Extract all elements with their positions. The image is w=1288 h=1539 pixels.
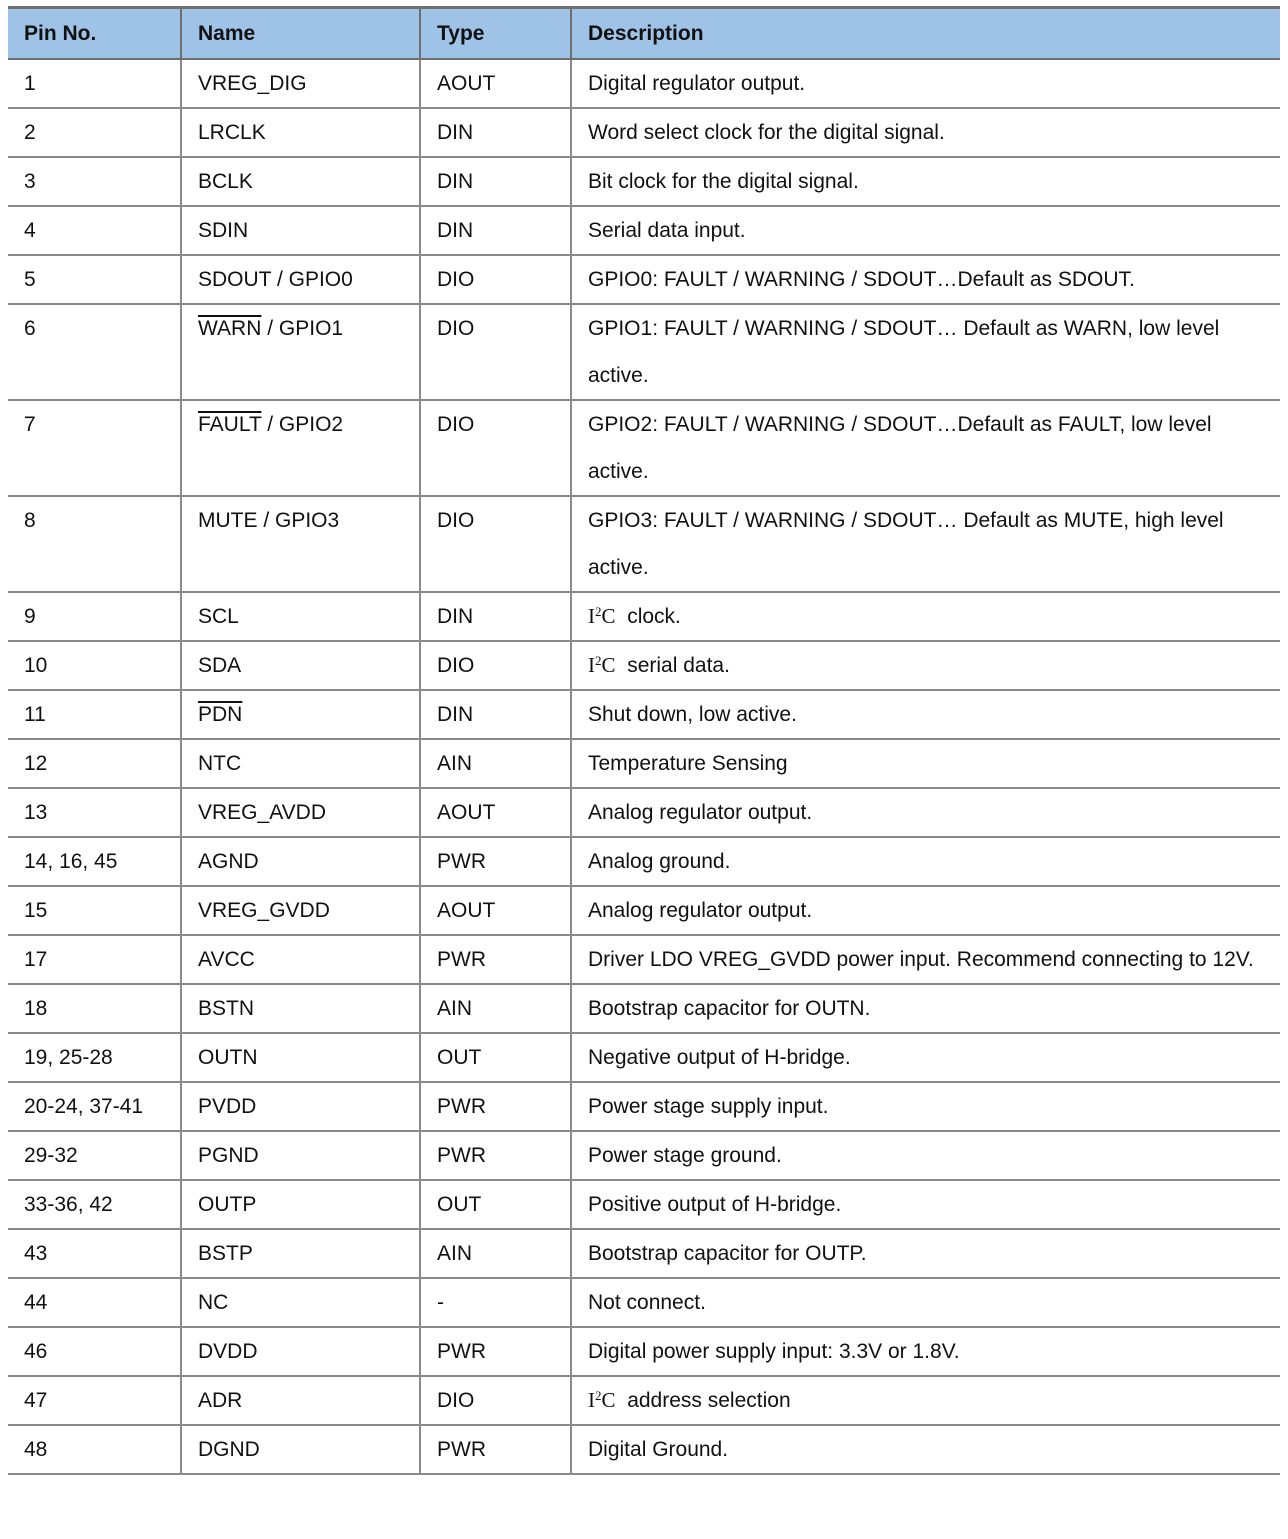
pin-number-cell: 33-36, 42 xyxy=(8,1180,181,1229)
pin-description-cell: Analog ground. xyxy=(571,837,1280,886)
pin-type-cell: OUT xyxy=(420,1180,571,1229)
pin-description-cell: GPIO1: FAULT / WARNING / SDOUT… Default as WARN, low level active. xyxy=(571,304,1280,400)
pin-description-cell: Positive output of H-bridge. xyxy=(571,1180,1280,1229)
pin-description-cell: Driver LDO VREG_GVDD power input. Recommend connecting to 12V. xyxy=(571,935,1280,984)
table-row xyxy=(8,1327,1280,1376)
pin-name-cell: PVDD xyxy=(181,1082,420,1131)
pin-number-cell: 44 xyxy=(8,1278,181,1327)
pin-number-cell: 20-24, 37-41 xyxy=(8,1082,181,1131)
pin-name-cell xyxy=(181,304,420,400)
pin-description-cell: Analog regulator output. xyxy=(571,788,1280,837)
pin-name-cell xyxy=(181,400,420,496)
pin-number-cell: 4 xyxy=(8,206,181,255)
pin-type-cell: DIN xyxy=(420,690,571,739)
pin-number-cell: 5 xyxy=(8,255,181,304)
pin-type-cell: - xyxy=(420,1278,571,1327)
pin-name-cell: SDOUT / GPIO0 xyxy=(181,255,420,304)
pin-type-cell: AIN xyxy=(420,984,571,1033)
i2c-tail: C xyxy=(601,653,616,677)
pin-name-cell: ADR xyxy=(181,1376,420,1425)
description-text: serial data. xyxy=(627,654,730,677)
pin-name-suffix: / GPIO2 xyxy=(261,413,344,436)
table-row xyxy=(8,108,1280,157)
table-row xyxy=(8,935,1280,984)
header-pin-no: Pin No. xyxy=(8,8,181,60)
pin-description-cell xyxy=(571,1376,1280,1425)
pin-type-cell: AOUT xyxy=(420,886,571,935)
pin-type-cell: DIN xyxy=(420,592,571,641)
pin-name-suffix: / GPIO1 xyxy=(261,317,344,340)
pin-number-cell: 1 xyxy=(8,59,181,108)
active-low-signal-name: WARN xyxy=(198,317,262,340)
pin-name-cell: SCL xyxy=(181,592,420,641)
pin-number-cell: 14, 16, 45 xyxy=(8,837,181,886)
pin-number-cell: 13 xyxy=(8,788,181,837)
pin-type-cell: PWR xyxy=(420,1082,571,1131)
pin-type-cell: PWR xyxy=(420,1131,571,1180)
pin-description-cell: Shut down, low active. xyxy=(571,690,1280,739)
i2c-superscript: 2 xyxy=(595,603,602,619)
i2c-tail: C xyxy=(601,604,616,628)
pin-name-cell: MUTE / GPIO3 xyxy=(181,496,420,592)
pin-type-cell: PWR xyxy=(420,837,571,886)
pin-number-cell: 8 xyxy=(8,496,181,592)
pin-description-cell: GPIO3: FAULT / WARNING / SDOUT… Default as MUTE, high level active. xyxy=(571,496,1280,592)
pin-number-cell: 43 xyxy=(8,1229,181,1278)
pin-number-cell: 10 xyxy=(8,641,181,690)
table-row xyxy=(8,1180,1280,1229)
pin-type-cell: AOUT xyxy=(420,59,571,108)
pin-name-cell: DVDD xyxy=(181,1327,420,1376)
table-row xyxy=(8,592,1280,641)
pin-name-cell: VREG_GVDD xyxy=(181,886,420,935)
description-text: address selection xyxy=(627,1389,791,1412)
pin-name-cell: SDA xyxy=(181,641,420,690)
pin-number-cell: 19, 25-28 xyxy=(8,1033,181,1082)
pin-number-cell: 3 xyxy=(8,157,181,206)
pin-description-cell xyxy=(571,641,1280,690)
pin-number-cell: 9 xyxy=(8,592,181,641)
i2c-superscript: 2 xyxy=(595,652,602,668)
description-text: clock. xyxy=(627,605,681,628)
pin-type-cell: OUT xyxy=(420,1033,571,1082)
pin-description-cell: Bit clock for the digital signal. xyxy=(571,157,1280,206)
pin-name-cell: VREG_DIG xyxy=(181,59,420,108)
pin-type-cell: AOUT xyxy=(420,788,571,837)
pin-number-cell: 6 xyxy=(8,304,181,400)
i2c-base: I xyxy=(588,1388,595,1412)
table-row xyxy=(8,886,1280,935)
pin-name-cell: BSTN xyxy=(181,984,420,1033)
i2c-base: I xyxy=(588,604,595,628)
pin-type-cell: PWR xyxy=(420,1327,571,1376)
active-low-signal-name: FAULT xyxy=(198,413,262,436)
pin-type-cell: DIO xyxy=(420,304,571,400)
pin-number-cell: 29-32 xyxy=(8,1131,181,1180)
header-type: Type xyxy=(420,8,571,60)
pin-name-cell: AGND xyxy=(181,837,420,886)
table-row xyxy=(8,788,1280,837)
table-row xyxy=(8,1278,1280,1327)
pin-number-cell: 17 xyxy=(8,935,181,984)
table-row xyxy=(8,59,1280,108)
table-row xyxy=(8,641,1280,690)
table-row xyxy=(8,739,1280,788)
pin-type-cell: AIN xyxy=(420,739,571,788)
pin-number-cell: 48 xyxy=(8,1425,181,1474)
pin-name-cell: VREG_AVDD xyxy=(181,788,420,837)
pin-description-cell: Digital power supply input: 3.3V or 1.8V. xyxy=(571,1327,1280,1376)
pin-name-cell: BCLK xyxy=(181,157,420,206)
i2c-label xyxy=(588,653,616,677)
pin-name-cell: AVCC xyxy=(181,935,420,984)
table-row xyxy=(8,690,1280,739)
table-row xyxy=(8,837,1280,886)
i2c-superscript: 2 xyxy=(595,1387,602,1403)
pin-description-cell: Power stage ground. xyxy=(571,1131,1280,1180)
pin-description-cell: Serial data input. xyxy=(571,206,1280,255)
table-row xyxy=(8,1131,1280,1180)
pin-number-cell: 47 xyxy=(8,1376,181,1425)
pin-description-cell: GPIO2: FAULT / WARNING / SDOUT…Default as FAULT, low level active. xyxy=(571,400,1280,496)
pin-type-cell: DIN xyxy=(420,108,571,157)
table-row xyxy=(8,304,1280,400)
pin-type-cell: PWR xyxy=(420,1425,571,1474)
table-row xyxy=(8,1082,1280,1131)
table-row xyxy=(8,400,1280,496)
pin-description-cell: Digital regulator output. xyxy=(571,59,1280,108)
pin-description-cell: Bootstrap capacitor for OUTP. xyxy=(571,1229,1280,1278)
pin-type-cell: PWR xyxy=(420,935,571,984)
pin-number-cell: 46 xyxy=(8,1327,181,1376)
pin-type-cell: DIO xyxy=(420,1376,571,1425)
i2c-label xyxy=(588,1388,616,1412)
table-row xyxy=(8,1376,1280,1425)
pin-description-cell xyxy=(571,592,1280,641)
pin-description-cell: GPIO0: FAULT / WARNING / SDOUT…Default as SDOUT. xyxy=(571,255,1280,304)
pin-description-cell: Not connect. xyxy=(571,1278,1280,1327)
pin-name-cell: PGND xyxy=(181,1131,420,1180)
table-row xyxy=(8,984,1280,1033)
table-row xyxy=(8,1425,1280,1474)
pin-name-cell: OUTN xyxy=(181,1033,420,1082)
table-row xyxy=(8,157,1280,206)
active-low-signal-name: $\overline{PDN}$ xyxy=(198,703,243,726)
i2c-base: I xyxy=(588,653,595,677)
pin-description-cell: Digital Ground. xyxy=(571,1425,1280,1474)
table-row xyxy=(8,496,1280,592)
table-row xyxy=(8,255,1280,304)
pin-name-cell: NTC xyxy=(181,739,420,788)
table-row xyxy=(8,1033,1280,1082)
pin-type-cell: DIO xyxy=(420,641,571,690)
pin-name-cell xyxy=(181,690,420,739)
pin-type-cell: DIN xyxy=(420,157,571,206)
table-row xyxy=(8,206,1280,255)
table-row xyxy=(8,1229,1280,1278)
pin-description-cell: Bootstrap capacitor for OUTN. xyxy=(571,984,1280,1033)
pin-type-cell: DIO xyxy=(420,496,571,592)
pin-type-cell: DIO xyxy=(420,255,571,304)
pin-name-cell: OUTP xyxy=(181,1180,420,1229)
pin-name-cell: LRCLK xyxy=(181,108,420,157)
i2c-label xyxy=(588,604,616,628)
pin-type-cell: AIN xyxy=(420,1229,571,1278)
pin-description-cell: Temperature Sensing xyxy=(571,739,1280,788)
pin-type-cell: DIO xyxy=(420,400,571,496)
i2c-tail: C xyxy=(601,1388,616,1412)
pin-number-cell: 11 xyxy=(8,690,181,739)
pin-type-cell: DIN xyxy=(420,206,571,255)
pin-description-cell: Word select clock for the digital signal. xyxy=(571,108,1280,157)
pin-name-cell: SDIN xyxy=(181,206,420,255)
pin-number-cell: 18 xyxy=(8,984,181,1033)
pin-number-cell: 2 xyxy=(8,108,181,157)
pin-number-cell: 12 xyxy=(8,739,181,788)
pin-name-cell: NC xyxy=(181,1278,420,1327)
header-description: Description xyxy=(571,8,1280,60)
header-name: Name xyxy=(181,8,420,60)
pin-description-cell: Analog regulator output. xyxy=(571,886,1280,935)
pin-number-cell: 15 xyxy=(8,886,181,935)
pin-name-cell: DGND xyxy=(181,1425,420,1474)
pin-description-cell: Negative output of H-bridge. xyxy=(571,1033,1280,1082)
pin-description-table xyxy=(8,6,1280,1475)
pin-description-cell: Power stage supply input. xyxy=(571,1082,1280,1131)
table-header-row xyxy=(8,8,1280,60)
pin-number-cell: 7 xyxy=(8,400,181,496)
pin-name-cell: BSTP xyxy=(181,1229,420,1278)
